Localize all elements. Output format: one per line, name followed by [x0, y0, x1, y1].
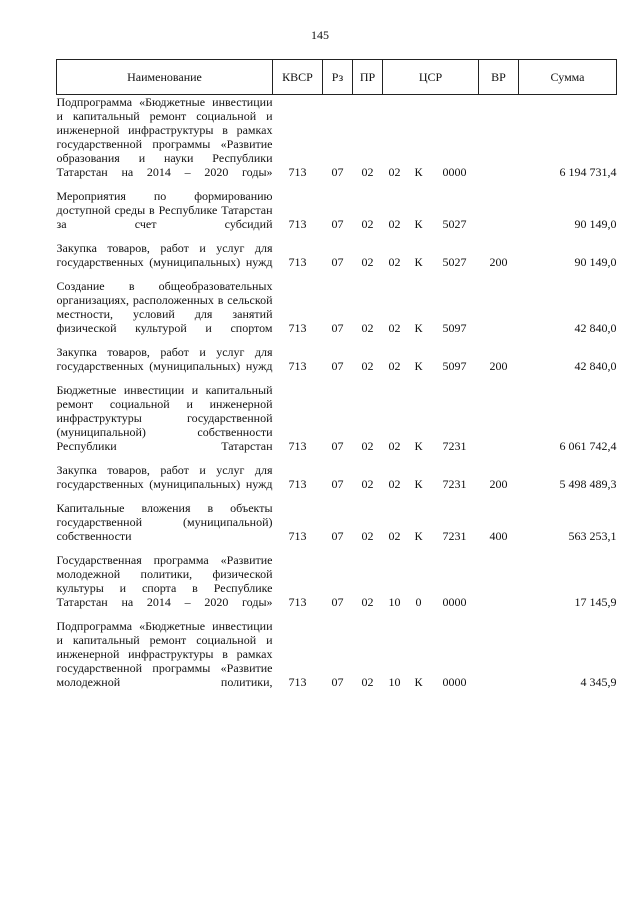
row-name: Закупка товаров, работ и услуг для государственных (муниципальных) нужд: [56, 463, 273, 491]
header-rz: Рз: [323, 60, 353, 95]
header-kvsr: КВСР: [273, 60, 323, 95]
row-pr: 02: [361, 321, 374, 335]
row-kvsr: 713: [288, 675, 307, 689]
row-csr-subprogram: К: [414, 439, 423, 453]
row-pr: 02: [361, 529, 374, 543]
header-sum: Сумма: [519, 60, 617, 95]
row-csr-subprogram: К: [414, 165, 423, 179]
row-vr: 200: [489, 477, 508, 491]
row-sum: 563 253,1: [568, 529, 617, 543]
header-csr: ЦСР: [383, 60, 479, 95]
budget-table: [56, 59, 617, 699]
row-vr: [479, 553, 519, 619]
table-row: [57, 189, 617, 241]
row-csr-program: 10: [388, 675, 401, 689]
row-csr-program: 02: [388, 529, 401, 543]
table-row: [57, 95, 617, 190]
table-row: [57, 345, 617, 383]
row-csr-direction: 5097: [442, 321, 467, 335]
row-csr-direction: 7231: [442, 529, 467, 543]
row-csr-direction: 5097: [442, 359, 467, 373]
row-kvsr: 713: [288, 477, 307, 491]
row-rz: 07: [331, 359, 344, 373]
row-sum: 17 145,9: [574, 595, 617, 609]
row-rz: 07: [331, 477, 344, 491]
table-row: [57, 279, 617, 345]
row-csr-subprogram: К: [414, 529, 423, 543]
row-vr: [479, 383, 519, 463]
row-vr: 200: [489, 359, 508, 373]
row-vr: 400: [489, 529, 508, 543]
row-rz: 07: [331, 165, 344, 179]
row-sum: 6 194 731,4: [559, 165, 617, 179]
row-kvsr: 713: [288, 595, 307, 609]
row-sum: 5 498 489,3: [559, 477, 617, 491]
row-name: Мероприятия по формированию доступной среды в Республике Татарстан за счет субсидий: [56, 189, 273, 231]
header-vr: ВР: [479, 60, 519, 95]
row-name: Капитальные вложения в объекты государственной (муниципальной) собственности: [56, 501, 273, 543]
row-vr: [479, 95, 519, 190]
row-rz: 07: [331, 255, 344, 269]
row-sum: 4 345,9: [580, 675, 617, 689]
row-csr-subprogram: 0: [415, 595, 422, 609]
table-row: [57, 463, 617, 501]
row-sum: 90 149,0: [574, 255, 617, 269]
row-name: Закупка товаров, работ и услуг для государственных (муниципальных) нужд: [56, 241, 273, 269]
table-row: [57, 619, 617, 699]
row-pr: 02: [361, 675, 374, 689]
row-kvsr: 713: [288, 529, 307, 543]
row-kvsr: 713: [288, 439, 307, 453]
row-csr-program: 02: [388, 255, 401, 269]
row-csr-program: 10: [388, 595, 401, 609]
row-rz: 07: [331, 439, 344, 453]
row-csr-direction: 0000: [442, 595, 467, 609]
row-name: Закупка товаров, работ и услуг для государственных (муниципальных) нужд: [56, 345, 273, 373]
row-csr-direction: 7231: [442, 439, 467, 453]
row-name: Подпрограмма «Бюджетные инвестиции и капитальный ремонт социальной и инженерной инфраструктуры в рамках государственной программы «Развитие образования и науки Республики Татарстан на 2014 – 2020 годы»: [56, 95, 273, 179]
row-csr-program: 02: [388, 165, 401, 179]
row-rz: 07: [331, 595, 344, 609]
row-csr-subprogram: К: [414, 359, 423, 373]
row-csr-subprogram: К: [414, 321, 423, 335]
row-rz: 07: [331, 321, 344, 335]
row-pr: 02: [361, 165, 374, 179]
row-kvsr: 713: [288, 255, 307, 269]
row-name: Создание в общеобразовательных организациях, расположенных в сельской местности, условий для занятий физической культурой и спортом: [56, 279, 273, 335]
row-kvsr: 713: [288, 165, 307, 179]
table-row: [57, 383, 617, 463]
row-csr-program: 02: [388, 217, 401, 231]
row-kvsr: 713: [288, 217, 307, 231]
row-rz: 07: [331, 529, 344, 543]
page-number: 145: [311, 28, 329, 42]
row-csr-direction: 5027: [442, 255, 467, 269]
row-vr: [479, 619, 519, 699]
row-pr: 02: [361, 255, 374, 269]
row-sum: 90 149,0: [574, 217, 617, 231]
row-csr-subprogram: К: [414, 477, 423, 491]
table-header-row: [57, 60, 617, 95]
row-vr: 200: [489, 255, 508, 269]
table-row: [57, 553, 617, 619]
row-csr-direction: 5027: [442, 217, 467, 231]
row-csr-program: 02: [388, 477, 401, 491]
row-vr: [479, 279, 519, 345]
row-csr-subprogram: К: [414, 217, 423, 231]
row-csr-direction: 0000: [442, 675, 467, 689]
table-row: [57, 241, 617, 279]
row-sum: 42 840,0: [574, 321, 617, 335]
row-rz: 07: [331, 217, 344, 231]
row-pr: 02: [361, 595, 374, 609]
row-name: Подпрограмма «Бюджетные инвестиции и капитальный ремонт социальной и инженерной инфраструктуры в рамках государственной программы «Развитие молодежной политики,: [56, 619, 273, 689]
row-csr-program: 02: [388, 439, 401, 453]
row-kvsr: 713: [288, 321, 307, 335]
row-name: Бюджетные инвестиции и капитальный ремонт социальной и инженерной инфраструктуры государственной (муниципальной) собственности Республики Татарстан: [56, 383, 273, 453]
row-pr: 02: [361, 439, 374, 453]
row-csr-direction: 7231: [442, 477, 467, 491]
row-pr: 02: [361, 359, 374, 373]
row-rz: 07: [331, 675, 344, 689]
row-csr-program: 02: [388, 321, 401, 335]
row-csr-subprogram: К: [414, 255, 423, 269]
row-sum: 6 061 742,4: [559, 439, 617, 453]
row-csr-program: 02: [388, 359, 401, 373]
row-csr-subprogram: К: [414, 675, 423, 689]
row-vr: [479, 189, 519, 241]
row-name: Государственная программа «Развитие молодежной политики, физической культуры и спорта в Республике Татарстан на 2014 – 2020 годы»: [56, 553, 273, 609]
row-pr: 02: [361, 217, 374, 231]
row-csr-direction: 0000: [442, 165, 467, 179]
table-row: [57, 501, 617, 553]
header-pr: ПР: [353, 60, 383, 95]
row-kvsr: 713: [288, 359, 307, 373]
row-sum: 42 840,0: [574, 359, 617, 373]
header-name: Наименование: [57, 60, 273, 95]
row-pr: 02: [361, 477, 374, 491]
